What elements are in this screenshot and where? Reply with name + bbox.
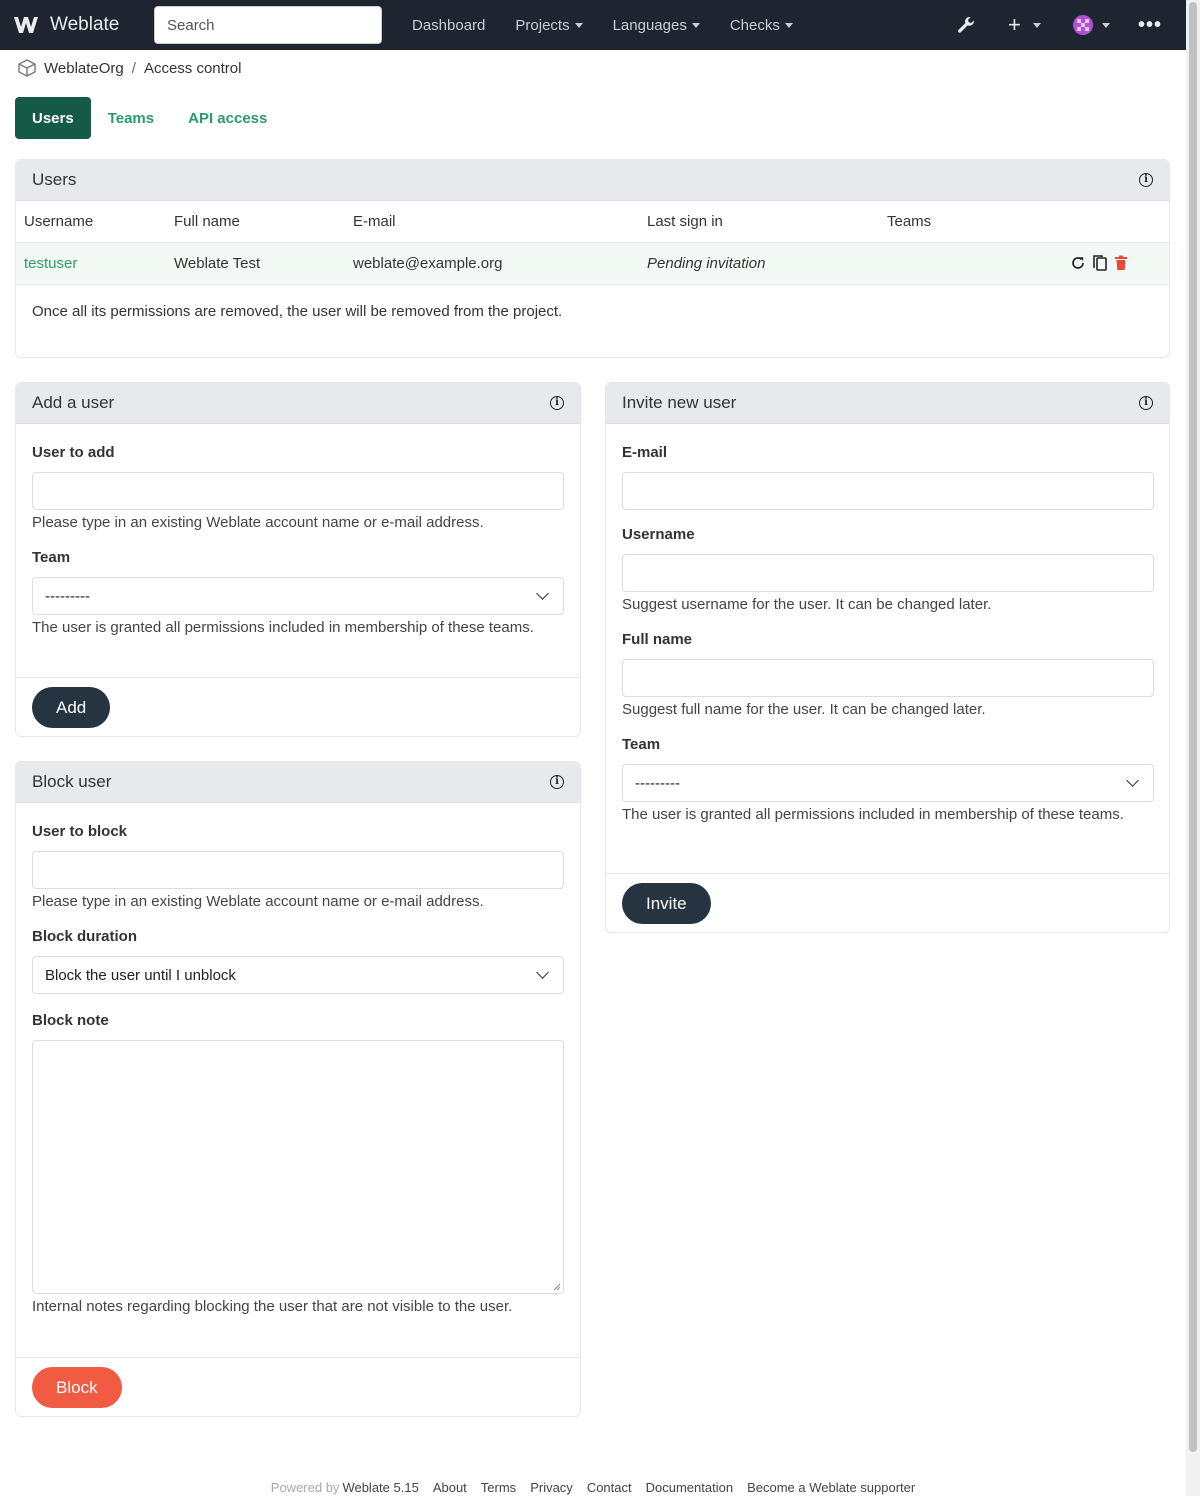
- tab-api-access[interactable]: API access: [188, 109, 268, 127]
- nav-projects-label: Projects: [515, 16, 570, 34]
- block-user-header: [16, 762, 580, 803]
- breadcrumb-separator: /: [131, 59, 136, 77]
- table-row: [16, 242, 1169, 284]
- add-team-value: ---------: [45, 587, 90, 605]
- invite-user-header: [606, 383, 1169, 424]
- user-to-add-label: User to add: [32, 444, 115, 461]
- nav-languages[interactable]: [613, 17, 700, 34]
- search-input[interactable]: [154, 6, 382, 44]
- users-card-header: [16, 160, 1169, 201]
- block-note-textarea[interactable]: [32, 1040, 564, 1294]
- table-header-row: [16, 201, 1169, 242]
- nav-languages-label: Languages: [612, 16, 687, 34]
- users-card: [15, 159, 1170, 358]
- brand[interactable]: [12, 14, 119, 36]
- user-to-block-label: User to block: [32, 823, 128, 840]
- organization-icon: [16, 58, 38, 78]
- block-user-title: Block user: [32, 772, 112, 791]
- powered-by-text: Powered by: [270, 1480, 340, 1495]
- copy-icon[interactable]: [1092, 254, 1108, 272]
- resize-handle-icon[interactable]: [553, 1283, 561, 1291]
- caret-down-icon: [1033, 23, 1041, 28]
- removal-note: Once all its permissions are removed, the user will be removed from the project.: [32, 302, 563, 320]
- caret-down-icon: [1102, 23, 1110, 28]
- invite-username-help: Suggest username for the user. It can be changed later.: [622, 596, 992, 613]
- column-header-last-sign-in: Last sign in: [639, 201, 879, 242]
- invite-user-card: [605, 382, 1170, 933]
- scrollbar-thumb[interactable]: [1189, 2, 1197, 1452]
- invite-username-label: Username: [622, 526, 695, 543]
- invite-user-footer: [606, 873, 1169, 933]
- tab-users[interactable]: Users: [15, 97, 91, 139]
- footer-link-contact[interactable]: Contact: [586, 1480, 632, 1495]
- column-header-teams: Teams: [879, 201, 1029, 242]
- invite-fullname-input[interactable]: [622, 659, 1154, 697]
- info-icon[interactable]: i: [550, 396, 564, 410]
- footer-version-link[interactable]: Weblate 5.15: [342, 1480, 419, 1495]
- page-scrollbar[interactable]: [1186, 0, 1200, 1496]
- column-header-username: Username: [16, 201, 166, 242]
- breadcrumb-page[interactable]: Access control: [143, 59, 242, 77]
- wrench-icon: [956, 15, 976, 35]
- chevron-down-icon: [1126, 774, 1139, 787]
- chevron-down-icon: [536, 966, 549, 979]
- top-navbar: [0, 0, 1186, 50]
- brand-name: Weblate: [50, 14, 120, 35]
- block-user-card: [15, 761, 581, 1417]
- invite-email-label: E-mail: [622, 444, 668, 461]
- block-note-help: Internal notes regarding blocking the user that are not visible to the user.: [32, 1298, 513, 1315]
- add-menu-button[interactable]: [1008, 0, 1041, 50]
- more-dots-icon: •••: [1138, 13, 1163, 36]
- footer-link-terms[interactable]: Terms: [480, 1480, 517, 1495]
- delete-icon[interactable]: [1114, 255, 1128, 271]
- invite-team-value: ---------: [635, 774, 680, 792]
- block-note-label: Block note: [32, 1012, 109, 1029]
- invite-button[interactable]: Invite: [622, 883, 711, 924]
- invite-user-title: Invite new user: [622, 393, 737, 412]
- user-to-add-input[interactable]: [32, 472, 564, 510]
- chevron-down-icon: [536, 587, 549, 600]
- nav-dashboard[interactable]: [412, 17, 485, 34]
- user-full-name: Weblate Test: [166, 242, 345, 284]
- user-teams[interactable]: [879, 242, 1029, 284]
- footer-link-documentation[interactable]: Documentation: [645, 1480, 734, 1495]
- user-to-block-help: Please type in an existing Weblate account name or e-mail address.: [32, 893, 484, 910]
- info-icon[interactable]: i: [1139, 173, 1153, 187]
- user-email: weblate@example.org: [345, 242, 639, 284]
- page-footer: [0, 1480, 1186, 1495]
- users-table: [16, 201, 1169, 285]
- block-duration-value: Block the user until I unblock: [45, 966, 236, 984]
- footer-link-privacy[interactable]: Privacy: [530, 1480, 573, 1495]
- info-icon[interactable]: i: [1139, 396, 1153, 410]
- weblate-logo-icon: [12, 14, 40, 36]
- wrench-button[interactable]: [956, 0, 976, 50]
- nav-checks[interactable]: [730, 17, 793, 34]
- invite-team-label: Team: [622, 736, 661, 753]
- add-team-help: The user is granted all permissions included in membership of these teams.: [32, 619, 534, 636]
- caret-down-icon: [785, 23, 793, 28]
- footer-link-about[interactable]: About: [432, 1480, 467, 1495]
- block-button[interactable]: Block: [32, 1367, 122, 1408]
- caret-down-icon: [692, 23, 700, 28]
- add-team-select[interactable]: [32, 577, 564, 615]
- caret-down-icon: [575, 23, 583, 28]
- invite-fullname-help: Suggest full name for the user. It can be changed later.: [622, 701, 986, 718]
- user-to-block-input[interactable]: [32, 851, 564, 889]
- footer-link-supporter[interactable]: Become a Weblate supporter: [747, 1480, 916, 1495]
- user-last-sign-in: Pending invitation: [639, 242, 879, 284]
- block-duration-label: Block duration: [32, 928, 138, 945]
- invite-fullname-label: Full name: [622, 631, 693, 648]
- user-menu-button[interactable]: [1072, 0, 1110, 50]
- nav-checks-label: Checks: [729, 16, 780, 34]
- block-user-footer: [16, 1357, 580, 1417]
- access-tabs: [15, 97, 284, 139]
- user-link[interactable]: testuser: [24, 254, 78, 272]
- invite-team-help: The user is granted all permissions included in membership of these teams.: [622, 806, 1124, 823]
- invite-email-input[interactable]: [622, 472, 1154, 510]
- users-card-title: Users: [32, 170, 77, 189]
- user-to-add-help: Please type in an existing Weblate account name or e-mail address.: [32, 514, 484, 531]
- add-team-label: Team: [32, 549, 71, 566]
- nav-dashboard-label: Dashboard: [412, 16, 486, 34]
- invite-username-input[interactable]: [622, 554, 1154, 592]
- add-user-footer: [16, 677, 580, 737]
- breadcrumb-org[interactable]: WeblateOrg: [44, 59, 124, 77]
- plus-icon: +: [1008, 12, 1021, 37]
- row-actions: [1037, 254, 1161, 272]
- more-menu-button[interactable]: [1138, 0, 1162, 50]
- tab-teams[interactable]: Teams: [107, 109, 155, 127]
- column-header-full-name: Full name: [166, 201, 345, 242]
- invite-team-select[interactable]: [622, 764, 1154, 802]
- block-duration-select[interactable]: [32, 956, 564, 994]
- resend-invitation-icon[interactable]: [1070, 255, 1086, 271]
- info-icon[interactable]: i: [550, 775, 564, 789]
- add-user-card: [15, 382, 581, 737]
- add-user-header: [16, 383, 580, 424]
- add-user-title: Add a user: [32, 393, 115, 412]
- column-header-actions: [1029, 201, 1169, 242]
- avatar: [1072, 14, 1094, 36]
- add-button[interactable]: Add: [32, 687, 110, 728]
- breadcrumb: [16, 58, 241, 78]
- column-header-email: E-mail: [345, 201, 639, 242]
- nav-projects[interactable]: [515, 17, 582, 34]
